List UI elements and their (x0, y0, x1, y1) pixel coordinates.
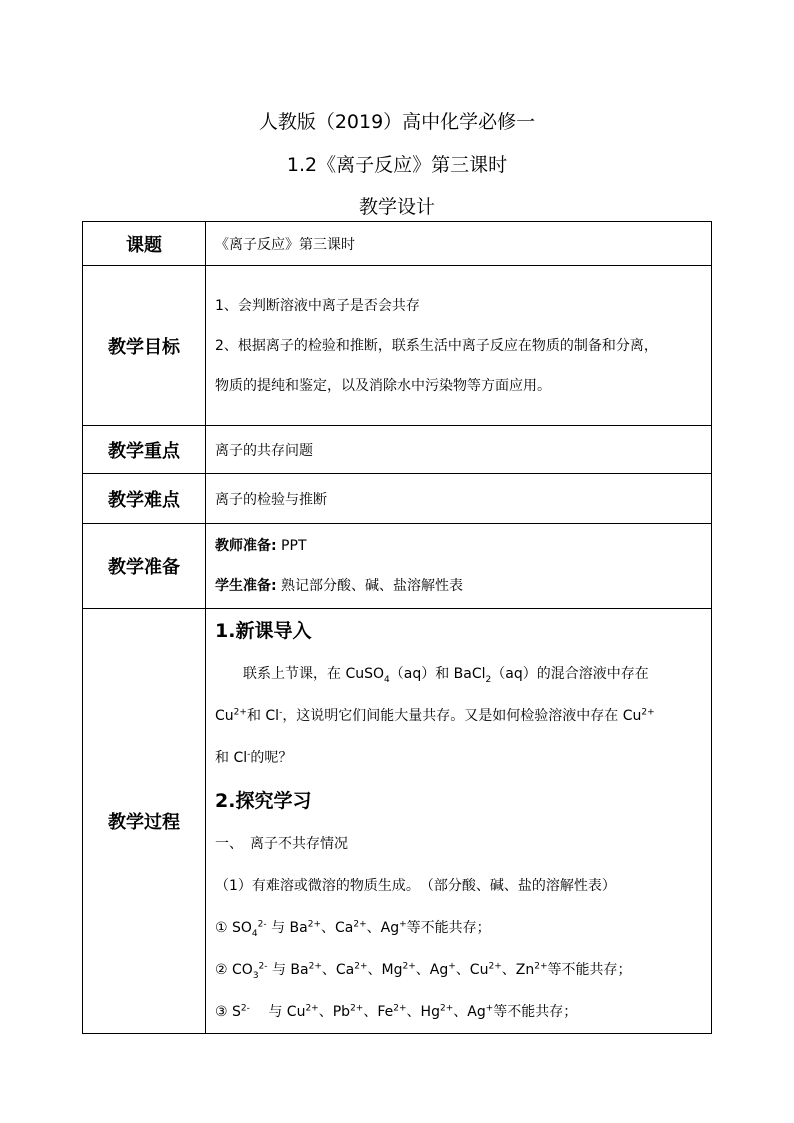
lesson-plan-table (82, 221, 712, 1034)
teacher-prep-value: PPT (276, 538, 307, 554)
list-item: ② $CO_3^{2-}$ 与 $Ba^{2+}$、$Ca^{2+}$、$Mg^{2+}$、Ag+、$Cu^{2+}$、$Zn^{2+}$等不能共存； (215, 961, 632, 981)
intro-line-1: 联系上节课，在 CuSO$_4$（aq）和 BaCl$_2$（aq）的混合溶液中存在 (243, 666, 649, 685)
goal-line: 1、会判断溶液中离子是否会共存 (215, 297, 420, 314)
value-difficulties: 离子的检验与推断 (206, 474, 712, 524)
subsection-heading: 一、 离子不共存情况 (215, 836, 348, 852)
teacher-prep (215, 526, 711, 566)
case-heading: （1）有难溶或微溶的物质生成。 （部分酸、碱、盐的溶解性表） (215, 878, 616, 894)
row-key-points (83, 426, 712, 474)
label-preparation: 教学准备 (83, 524, 206, 609)
label-difficulties: 教学难点 (83, 474, 206, 524)
doc-title-line2: 1.2《离子反应》第三课时 (286, 154, 508, 176)
goal-line: 物质的提纯和鉴定，以及消除水中污染物等方面应用。 (215, 377, 551, 394)
row-preparation (83, 524, 712, 609)
goal-line: 2、根据离子的检验和推断，联系生活中离子反应在物质的制备和分离， (215, 337, 658, 354)
doc-title-line1: 人教版（2019）高中化学必修一 (258, 111, 536, 133)
value-preparation (206, 524, 712, 609)
student-prep-value: 熟记部分酸、碱、盐溶解性表 (276, 578, 464, 594)
value-process (206, 609, 712, 1034)
doc-title-line3: 教学设计 (358, 196, 435, 218)
label-key-points: 教学重点 (83, 426, 206, 474)
value-goals (206, 266, 712, 426)
student-prep (215, 566, 711, 606)
row-difficulties (83, 474, 712, 524)
label-goals: 教学目标 (83, 266, 206, 426)
student-prep-label: 学生准备: (215, 578, 277, 594)
row-goals (83, 266, 712, 426)
list-item: ① $SO_4^{2-}$ 与 $Ba^{2+}$、$Ca^{2+}$、Ag+等不能共存； (215, 919, 491, 939)
label-process: 教学过程 (83, 609, 206, 1034)
teacher-prep-label: 教师准备: (215, 538, 277, 554)
value-key-points: 离子的共存问题 (206, 426, 712, 474)
label-topic: 课题 (83, 222, 206, 266)
section-heading: 1.新课导入 (215, 620, 312, 642)
row-process (83, 609, 712, 1034)
row-topic (83, 222, 712, 266)
list-item: ③ $S^{2-}$ 与 $Cu^{2+}$、$Pb^{2+}$、$Fe^{2+}$、$Hg^{2+}$、Ag+等不能共存； (215, 1003, 578, 1020)
intro-line-3: 和 Cl-的呢？ (215, 749, 293, 766)
value-topic: 《离子反应》第三课时 (206, 222, 712, 266)
section-heading: 2.探究学习 (215, 790, 312, 812)
intro-line-2: $Cu^{2+}$和 Cl-，这说明它们间能大量共存。又是如何检验溶液中存在 $Cu^{2+}$ (215, 707, 655, 724)
